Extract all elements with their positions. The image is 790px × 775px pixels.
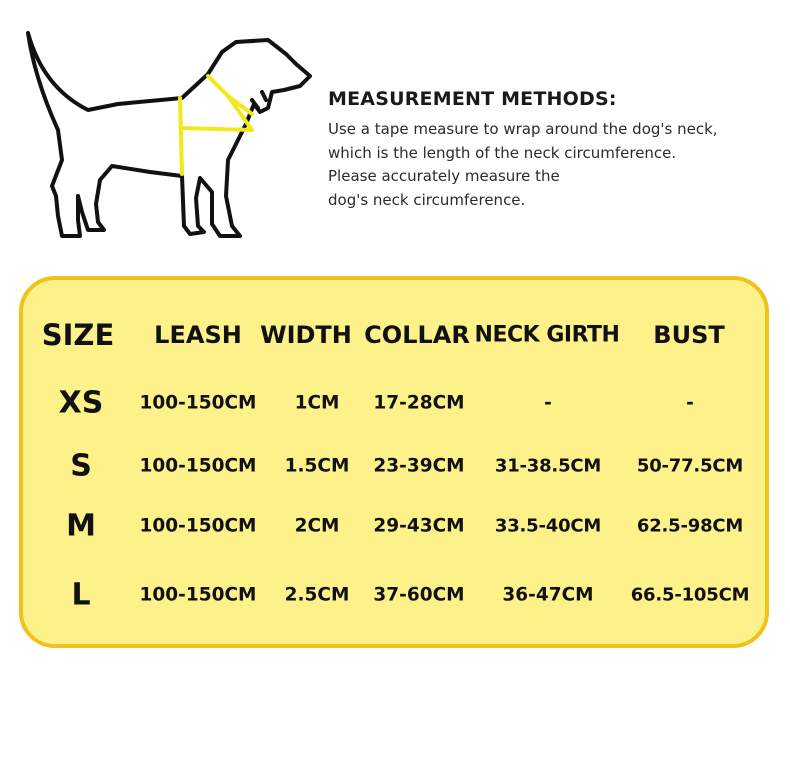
measurement-line: which is the length of the neck circumference. xyxy=(328,143,677,162)
table-cell-bust: 66.5-105CM xyxy=(630,584,750,606)
table-cell-bust: 50-77.5CM xyxy=(636,455,744,477)
table-cell-neck-girth: 36-47CM xyxy=(502,584,594,606)
size-label: S xyxy=(70,448,92,484)
measurement-line: Please accurately measure the xyxy=(328,167,560,185)
header-collar: COLLAR xyxy=(364,321,470,349)
dog-outline-icon xyxy=(28,33,310,236)
table-cell-leash: 100-150CM xyxy=(139,455,257,477)
table-cell-collar: 29-43CM xyxy=(373,515,465,537)
measurement-methods xyxy=(328,88,778,212)
header-neck-girth: NECK GIRTH xyxy=(474,322,620,348)
table-cell-width: 1.5CM xyxy=(284,455,350,477)
size-label: L xyxy=(71,577,91,613)
table-cell-bust: - xyxy=(686,392,694,414)
table-cell-collar: 17-28CM xyxy=(373,392,465,414)
table-cell-collar: 23-39CM xyxy=(373,455,465,477)
table-cell-neck-girth: - xyxy=(544,392,552,414)
size-label: XS xyxy=(58,385,104,421)
table-cell-neck-girth: 31-38.5CM xyxy=(494,455,602,477)
measurement-title: MEASUREMENT METHODS: xyxy=(328,88,617,110)
header-width: WIDTH xyxy=(260,321,352,349)
table-cell-width: 1CM xyxy=(294,392,340,414)
header-size: SIZE xyxy=(41,318,115,352)
measurement-line: Use a tape measure to wrap around the dog's neck, xyxy=(328,120,718,138)
header-leash: LEASH xyxy=(154,321,242,349)
size-chart xyxy=(19,276,769,648)
table-cell-leash: 100-150CM xyxy=(139,515,257,537)
size-label: M xyxy=(66,508,96,544)
measurement-line: dog's neck circumference. xyxy=(328,190,526,209)
table-cell-bust: 62.5-98CM xyxy=(636,515,744,537)
table-cell-width: 2CM xyxy=(294,515,340,537)
table-cell-collar: 37-60CM xyxy=(373,584,465,606)
header-bust: BUST xyxy=(653,321,725,349)
table-cell-leash: 100-150CM xyxy=(139,584,257,606)
table-cell-neck-girth: 33.5-40CM xyxy=(494,515,602,537)
dog-harness-illustration xyxy=(20,28,320,248)
table-cell-width: 2.5CM xyxy=(284,584,350,606)
table-cell-leash: 100-150CM xyxy=(139,392,257,414)
